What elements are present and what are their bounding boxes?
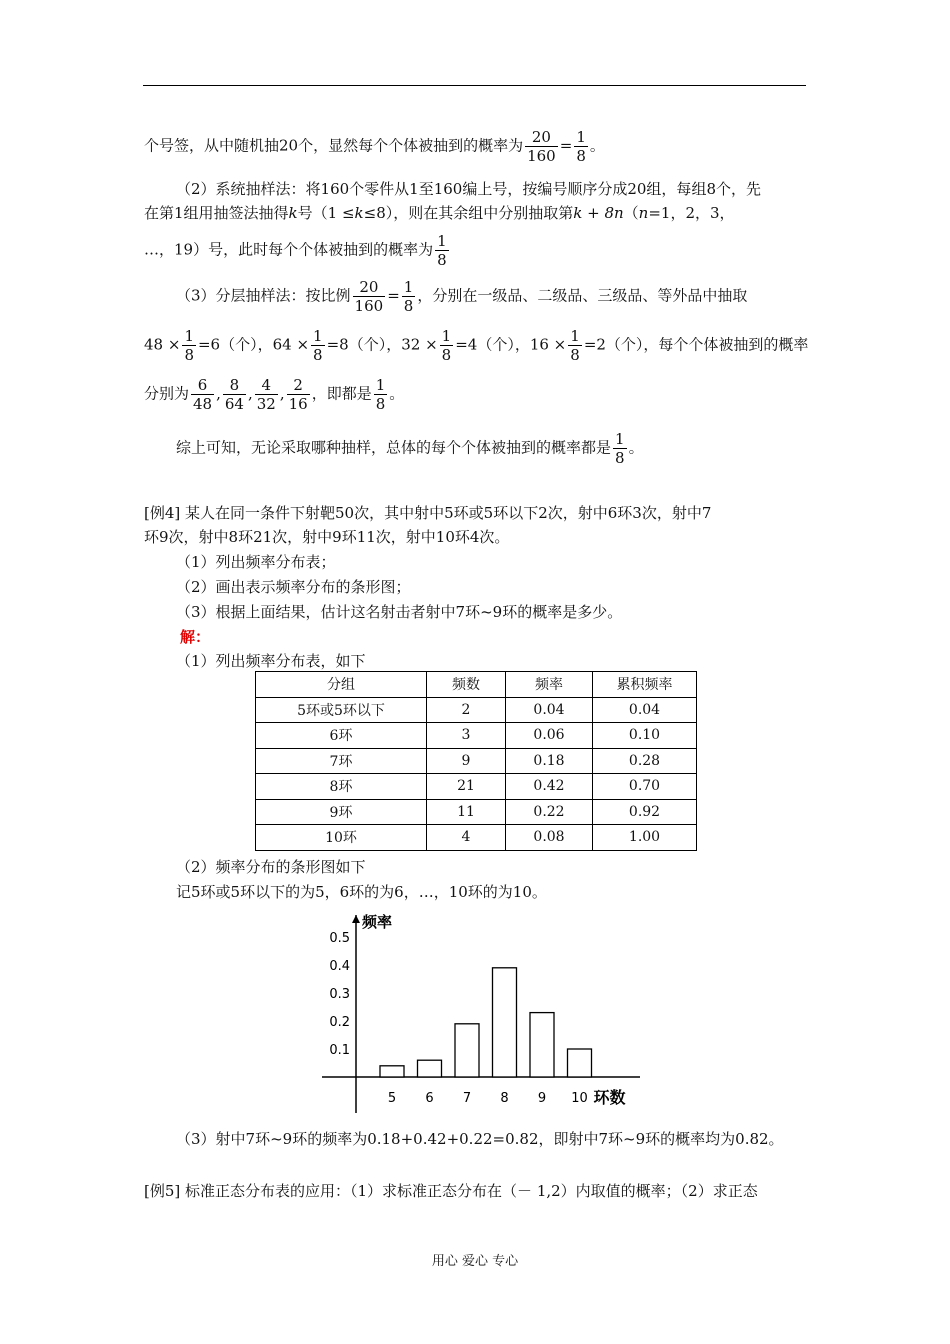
table-cell: 3	[427, 723, 506, 749]
bar	[530, 1013, 554, 1077]
table-cell: 0.22	[506, 799, 593, 825]
table-row	[256, 697, 697, 723]
table-cell: 7环	[256, 748, 427, 774]
example-5-line-1: [例5] 标准正态分布表的应用：（1）求标准正态分布在（－ 1,2）内取值的概率；（2）求正态	[144, 1182, 758, 1200]
x-tick-label: 7	[462, 1091, 472, 1106]
table-header: 累积频率	[593, 672, 697, 698]
table-row	[256, 774, 697, 800]
table-cell: 0.18	[506, 748, 593, 774]
para-2-line-2: 在第1组用抽签法抽得k号（1 ≤k≤8），则在其余组中分别抽取第k + 8n（n=1，2，3，	[144, 204, 735, 222]
fraction: $\frac{1}{8}$	[313, 327, 323, 364]
x-tick-label: 8	[500, 1091, 509, 1106]
y-axis-arrow	[352, 915, 360, 923]
y-tick-label: 0.4	[329, 959, 350, 974]
y-axis-label: 频率	[362, 913, 393, 931]
frequency-table	[255, 671, 697, 851]
solution-label: 解：	[180, 628, 211, 646]
fraction: $\frac{8}{64}$	[224, 376, 244, 413]
table-cell: 0.10	[593, 723, 697, 749]
table-header: 频数	[427, 672, 506, 698]
fraction: $\frac{20}{160}$	[527, 128, 556, 165]
table-cell: 0.08	[506, 825, 593, 851]
bar	[493, 968, 517, 1077]
fraction: $\frac{1}{8}$	[375, 376, 386, 413]
para-3-line-2: 48 × $\frac{1}{8}$ =6（个），64 × $\frac{1}{8}$ =8（个），32 × $\frac{1}{8}$ =4（个），16 × $\frac{1}{8}$ =2（个），每个个体被抽到的概率	[144, 327, 809, 364]
para-3-line-3: 分别为 $\frac{6}{48}$ , $\frac{8}{64}$ , $\frac{4}{32}$ , $\frac{2}{16}$ ，即都是 $\frac{1}{8}$ 。	[144, 376, 405, 413]
table-cell: 11	[427, 799, 506, 825]
x-tick-label: 6	[425, 1091, 434, 1106]
table-cell: 0.42	[506, 774, 593, 800]
question-3: （3）根据上面结果，估计这名射击者射中7环~9环的概率是多少。	[176, 603, 623, 621]
fraction: $\frac{1}{8}$	[184, 327, 194, 364]
fraction: $\frac{1}{8}$	[576, 128, 586, 165]
table-cell: 0.04	[593, 697, 697, 723]
x-axis-label: 环数	[593, 1088, 626, 1107]
page-footer: 用心 爱心 专心	[431, 1254, 519, 1269]
table-cell: 8环	[256, 774, 427, 800]
table-cell: 5环或5环以下	[256, 697, 427, 723]
table-header: 频率	[506, 672, 593, 698]
table-cell: 1.00	[593, 825, 697, 851]
x-tick-label: 10	[571, 1091, 588, 1106]
fraction: $\frac{20}{160}$	[354, 278, 384, 315]
table-row	[256, 723, 697, 749]
fraction: $\frac{2}{16}$	[288, 376, 308, 413]
table-cell: 21	[427, 774, 506, 800]
table-cell: 0.28	[593, 748, 697, 774]
question-1: （1）列出频率分布表；	[176, 553, 336, 571]
table-cell: 0.92	[593, 799, 697, 825]
bar	[455, 1024, 479, 1077]
fraction: $\frac{6}{48}$	[193, 376, 213, 413]
x-tick-label: 5	[387, 1091, 397, 1106]
table-header: 分组	[256, 672, 427, 698]
table-cell: 2	[427, 697, 506, 723]
example-4-line-2: 环9次，射中8环21次，射中9环11次，射中10环4次。	[144, 528, 510, 546]
bar	[418, 1060, 442, 1077]
bar	[568, 1049, 592, 1077]
solution-step-2: （2）频率分布的条形图如下	[176, 858, 366, 876]
solution-step-2-note: 记5环或5环以下的为5，6环的为6，…，10环的为10。	[176, 883, 547, 901]
fraction: $\frac{1}{8}$	[437, 232, 447, 269]
table-row	[256, 825, 697, 851]
example-4-line-1: [例4] 某人在同一条件下射靶50次，其中射中5环或5环以下2次，射中6环3次，射中7	[144, 504, 712, 522]
fraction: $\frac{4}{32}$	[256, 376, 276, 413]
fraction: $\frac{1}{8}$	[403, 278, 414, 315]
bar	[380, 1066, 404, 1077]
y-tick-label: 0.2	[329, 1015, 350, 1030]
para-2-line-1: （2）系统抽样法：将160个零件从1至160编上号，按编号顺序分成20组，每组8个，先	[176, 180, 761, 198]
para-3-line-1: （3）分层抽样法：按比例 $\frac{20}{160}$ = $\frac{1}{8}$ ，分别在一级品、二级品、三级品、等外品中抽取	[176, 278, 748, 315]
y-tick-label: 0.3	[329, 987, 350, 1002]
solution-step-1: （1）列出频率分布表，如下	[176, 652, 366, 670]
para-4: 综上可知，无论采取哪种抽样，总体的每个个体被抽到的概率都是 $\frac{1}{8}$ 。	[176, 430, 644, 467]
fraction: $\frac{1}{8}$	[570, 327, 580, 364]
table-cell: 0.06	[506, 723, 593, 749]
header-rule	[143, 85, 806, 86]
y-tick-label: 0.5	[329, 931, 350, 946]
fraction: $\frac{1}{8}$	[615, 430, 625, 467]
table-header-row	[256, 672, 697, 698]
y-tick-label: 0.1	[329, 1043, 350, 1058]
fraction: $\frac{1}{8}$	[441, 327, 452, 364]
solution-step-3: （3）射中7环~9环的频率为0.18+0.42+0.22=0.82，即射中7环~9环的概率均为0.82。	[176, 1130, 784, 1148]
frequency-bar-chart	[310, 905, 650, 1120]
para-1: 个号签，从中随机抽20个，显然每个个体被抽到的概率为 $\frac{20}{160}$ = $\frac{1}{8}$ 。	[144, 128, 605, 165]
table-cell: 9环	[256, 799, 427, 825]
table-cell: 9	[427, 748, 506, 774]
table-cell: 6环	[256, 723, 427, 749]
table-row	[256, 799, 697, 825]
table-row	[256, 748, 697, 774]
para-2-line-3: …，19）号，此时每个个体被抽到的概率为 $\frac{1}{8}$	[144, 232, 447, 269]
table-cell: 10环	[256, 825, 427, 851]
table-cell: 4	[427, 825, 506, 851]
table-cell: 0.70	[593, 774, 697, 800]
question-2: （2）画出表示频率分布的条形图；	[176, 578, 411, 596]
table-cell: 0.04	[506, 697, 593, 723]
x-tick-label: 9	[537, 1091, 547, 1106]
